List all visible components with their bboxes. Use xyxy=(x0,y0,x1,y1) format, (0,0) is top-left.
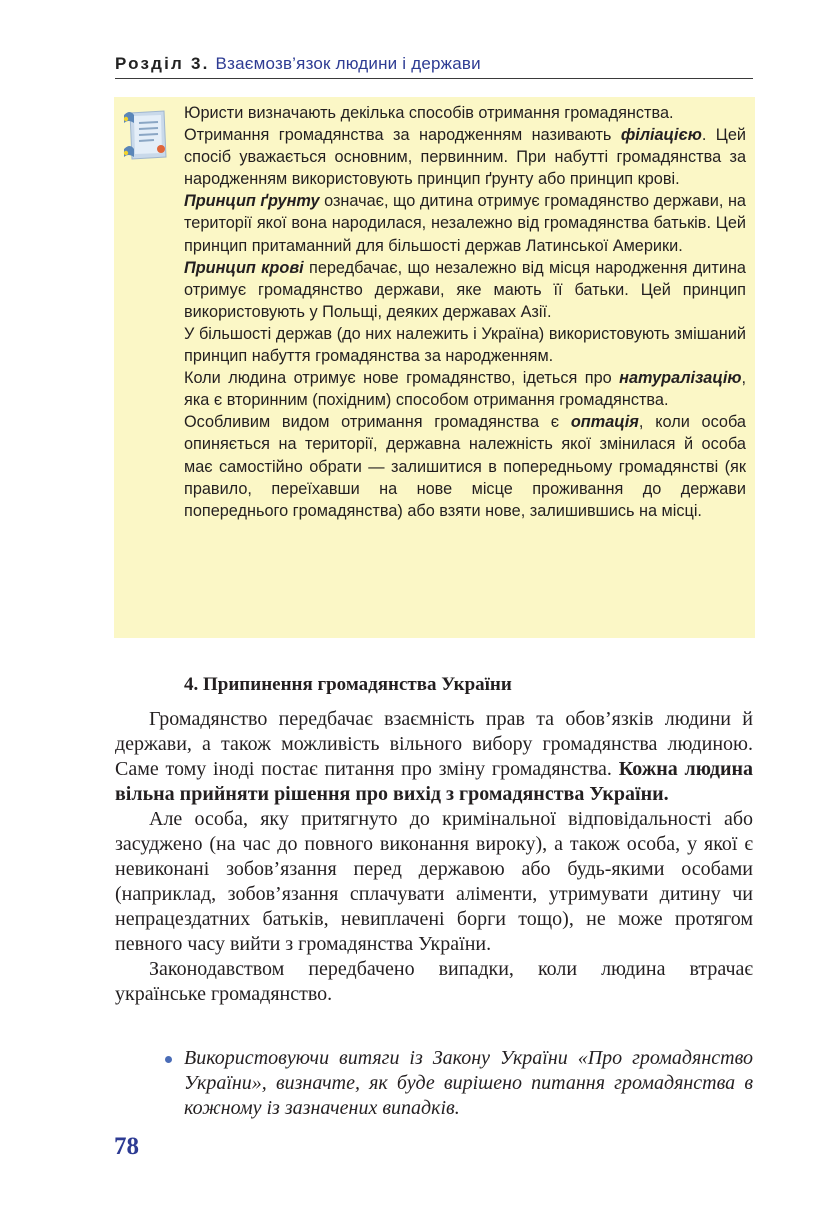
running-header xyxy=(115,53,753,79)
task-text: Використовуючи витяги із Закону України «Про громадянство України», визначте, як буде вирішено питання громадянства в кожному із зазначених випадків. xyxy=(184,1047,753,1119)
info-note-box xyxy=(114,97,755,638)
body-paragraph: Законодавством передбачено випадки, коли людина втрачає українське громадянство. xyxy=(115,958,753,1005)
note-text-run: Юристи визначають декілька способів отримання громадянства. xyxy=(184,104,674,122)
note-text xyxy=(184,102,746,522)
note-paragraph xyxy=(184,411,746,521)
note-paragraph xyxy=(184,102,746,124)
note-text-run: , яка є вторинним (похідним) способом отримання громадянства. xyxy=(184,369,746,410)
chapter-label: Розділ 3. xyxy=(115,54,210,73)
note-text-run: передбачає, що незалежно від місця народження дитина отримує громадянство держави, яке мають її батьки. Цей принцип використовують у Польщі, деяких державах Азії. xyxy=(184,258,746,321)
note-paragraph xyxy=(184,367,746,411)
key-term: філіацією xyxy=(620,126,702,145)
body-paragraph: Але особа, яку притягнуто до кримінальної відповідальності або засуджено (на час до повного виконання вироку), а також особа, у якої є невиконані зобов’язання перед державою або будь-якими особами (наприклад, зобов’язання сплачувати аліменти, утримувати дитину чи непрацездатних батьків, невиплачені борги тощо), не може протягом певного часу вийти з громадянства України. xyxy=(115,808,753,955)
bold-statement: Кожна людина вільна прийняти рішення про вихід з громадянства України. xyxy=(115,758,754,805)
note-text-run: Коли людина отримує нове громадянство, ідеться про xyxy=(184,369,620,388)
section-heading: 4. Припинення громадянства України xyxy=(184,674,512,695)
note-text-run: . Цей спосіб уважається основним, первинним. При набутті громадянства за народженням використовують принцип ґрунту або принцип крові. xyxy=(184,126,746,189)
body-paragraph xyxy=(115,707,753,807)
note-text-run: означає, що дитина отримує громадянство держави, на території якої вона народилася, незалежно від громадянства батьків. Цей принцип притаманний для більшості держав Латинської Америки. xyxy=(184,192,746,255)
key-term: Принцип ґрунту xyxy=(184,192,320,211)
note-text-run: Отримання громадянства за народженням називають xyxy=(184,126,621,145)
note-text-run: У більшості держав (до них належить і Україна) використовують змішаний принцип набуття громадянства за народженням. xyxy=(184,324,746,366)
chapter-title: Взаємозв’язок людини і держави xyxy=(215,54,481,73)
note-text-run: , коли особа опиняється на території, державна належність якої змінилася й особа має самостійно обрати — залишитися в попередньому громадянстві (як правило, переїхавши на нове місце проживання до держави попереднього громадянства) або взяти нове, залишившись на місці. xyxy=(184,413,746,520)
note-text-run: Особливим видом отримання громадянства є xyxy=(184,413,571,432)
scroll-document-icon xyxy=(120,107,172,163)
task-item xyxy=(165,1046,753,1121)
paragraph-text: Громадянство передбачає взаємність прав та обов’язків людини й держави, а також можливість вільного вибору громадянства людиною. Саме тому іноді постає питання про зміну громадянства. xyxy=(115,708,753,780)
key-term: натуралізацію xyxy=(619,369,742,388)
note-paragraph xyxy=(184,323,746,367)
key-term: оптація xyxy=(570,413,639,432)
note-paragraph xyxy=(184,124,746,190)
note-paragraph xyxy=(184,190,746,256)
page-number: 78 xyxy=(114,1133,139,1160)
bullet-icon xyxy=(165,1056,172,1063)
key-term: Принцип крові xyxy=(184,258,304,277)
section-body xyxy=(115,707,753,1007)
note-paragraph xyxy=(184,257,746,323)
